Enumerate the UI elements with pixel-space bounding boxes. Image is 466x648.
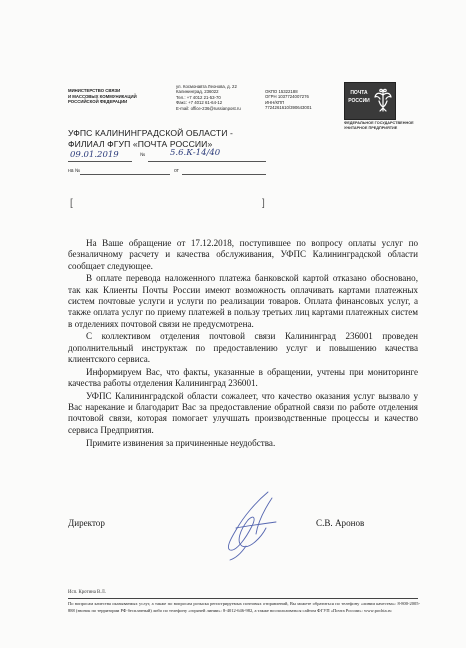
ministry-line: И МАССОВЫХ КОММУНИКАЦИЙ (68, 93, 137, 99)
body-paragraph: Информируем Вас, что факты, указанные в обращении, учтены при мониторинге качества работы отделения Калининград 236001. (68, 366, 418, 389)
ministry-block (68, 88, 158, 105)
ministry-line: РОССИЙСКОЙ ФЕДЕРАЦИИ (68, 99, 128, 105)
body-paragraph: С коллективом отделения почтовой связи Калининград 236001 проведен дополнительный инструктаж по предоставлению услуг и повышению качества клиентского сервиса. (68, 331, 418, 364)
address-line: Калининград, 236022 (176, 89, 219, 95)
signatory-title: Директор (68, 518, 105, 528)
logo-sub-line: ФЕДЕРАЛЬНОЕ ГОСУДАРСТВЕННОЕ (344, 121, 414, 125)
number-sign: № (140, 152, 146, 158)
code-line: ОКПО 15322188 (265, 89, 298, 94)
address-line: E-mail: office-236@russianpost.ru (176, 105, 241, 111)
code-line: ИНН/КПП (265, 99, 285, 105)
ot-underline (182, 174, 266, 175)
logo-text-line: РОССИИ (348, 98, 370, 104)
body-paragraph: Примите извинения за причиненные неудобства. (86, 437, 276, 448)
logo-text-line: ПОЧТА (350, 90, 368, 96)
na-label: на № (68, 168, 81, 174)
executor-note: Исп. Кротина В.Л. (68, 590, 106, 595)
number-underline (148, 161, 266, 162)
address-line: Факс: +7 4012 61-64-12 (176, 100, 223, 106)
logo-sub-line: УНИТАРНОЕ ПРЕДПРИЯТИЕ (344, 126, 398, 130)
reference-date: 09.01.2019 (70, 150, 119, 160)
handwritten-signature (206, 488, 296, 562)
code-line: 7724261610/390643001 (265, 105, 312, 111)
signatory-name: С.В. Аронов (316, 518, 365, 528)
logo-text (347, 89, 371, 105)
address-bracket-left: [ (70, 198, 73, 209)
date-underline (68, 161, 132, 162)
eagle-emblem-icon (373, 87, 393, 115)
code-line: ОГРН 1037724007276 (265, 94, 309, 100)
footer-divider (68, 598, 418, 599)
body-paragraph: УФПС Калининградской области сожалеет, что качество оказания услуг вызвало у Вас нарекание и благодарит Вас за предоставление обратной связи по работе отделения почтовой связи, которая помогает улучшать производственные процессы и качество сервиса Предприятия. (68, 390, 418, 435)
logo-subtitle (344, 121, 414, 131)
reference-number: 5.6.К-14/40 (170, 148, 221, 158)
footer-note: По вопросам качества оказываемых услуг, а также по вопросам розыска регистрируемых почтовых отправлений, Вы можете обратиться по телефону «линии качества»: 8-800-2005-888 (звонок по территории РФ бесплатный) либо по телефону «горячей линии»: 8-4012-646-982, а также воспользоваться сайтом ФГУП «Почта России»: www.pochta.ru (68, 601, 420, 613)
address-bracket-right: ] (262, 198, 265, 209)
na-underline (80, 174, 170, 175)
ot-label: от (174, 168, 179, 174)
org-line: УФПС КАЛИНИНГРАДСКОЙ ОБЛАСТИ - (68, 128, 233, 138)
pochta-logo (344, 82, 396, 120)
codes-block (265, 89, 337, 111)
body-paragraph: В оплате перевода наложенного платежа банковской картой отказано обосновано, так как Клиенты Почты России имеют возможность оплачивать картами платежных систем почтовые услуги и услуги по реализации товаров. Оплата финансовых услуг, а также оплата услуг по приему платежей в пользу третьих лиц картами платежных систем в отделениях почтовой связи не предусмотрена. (68, 273, 418, 329)
ministry-line: МИНИСТЕРСТВО СВЯЗИ (68, 88, 121, 93)
incoming-reference (68, 168, 268, 178)
outgoing-reference (68, 150, 268, 162)
letter-body (68, 238, 418, 450)
organization-name (68, 128, 233, 150)
address-line: ул. Космонавта Леонова, д. 22 (176, 84, 237, 89)
address-block (176, 84, 258, 111)
address-line: Тел.: +7 4012 21-53-70 (176, 94, 221, 100)
org-line: ФИЛИАЛ ФГУП «ПОЧТА РОССИИ» (68, 139, 213, 149)
body-paragraph: На Ваше обращение от 17.12.2018, поступившее по вопросу оплаты услуг по безналичному расчету и качества обслуживания, УФПС Калининградской области сообщает следующее. (68, 238, 418, 271)
